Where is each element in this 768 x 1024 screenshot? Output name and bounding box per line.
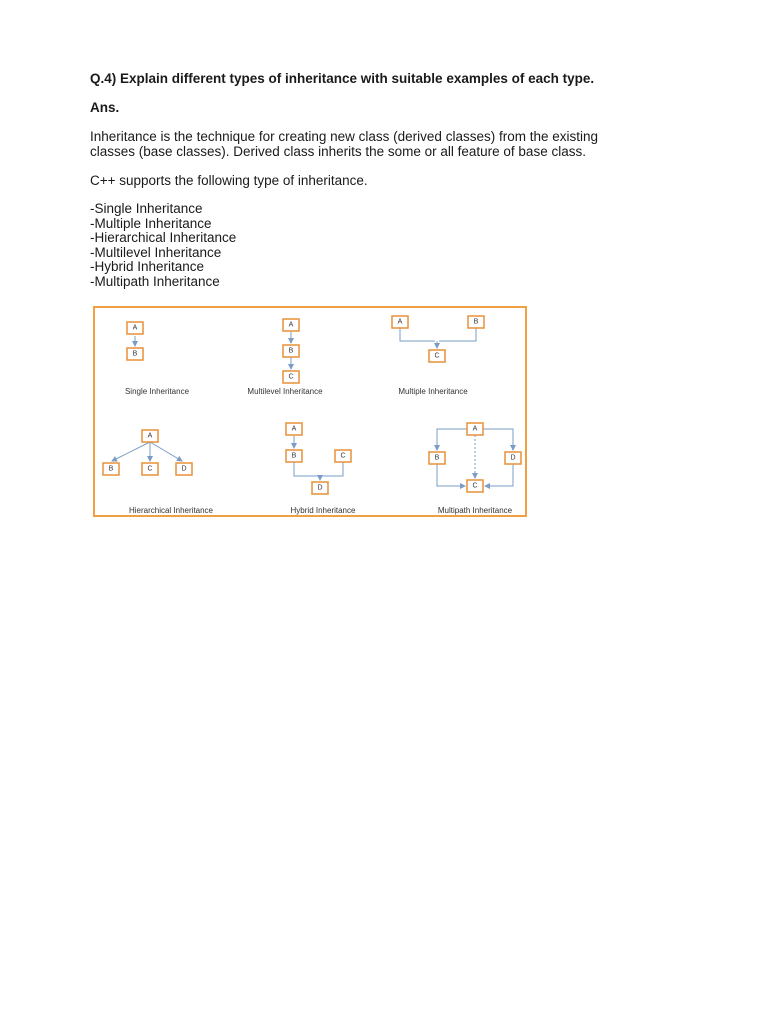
node-d	[505, 452, 521, 464]
single-inheritance-diagram	[125, 322, 190, 396]
intro-line: classes (base classes). Derived class inherits the some or all feature of base class.	[90, 144, 586, 159]
inheritance-diagram	[93, 306, 527, 517]
support-line: C++ supports the following type of inheritance.	[90, 173, 368, 188]
node-a	[142, 430, 158, 442]
question-heading: Q.4) Explain different types of inheritance with suitable examples of each type.	[90, 71, 595, 86]
svg-text:A: A	[291, 425, 297, 433]
caption-multilevel: Multilevel Inheritance	[247, 387, 323, 396]
svg-text:B: B	[434, 454, 440, 462]
svg-text:D: D	[317, 484, 323, 492]
svg-text:A: A	[132, 324, 138, 332]
multiple-inheritance-diagram	[392, 316, 484, 396]
type-item-single: -Single Inheritance	[90, 201, 203, 216]
caption-hybrid: Hybrid Inheritance	[290, 506, 356, 515]
svg-text:B: B	[108, 465, 114, 473]
svg-text:B: B	[291, 452, 297, 460]
node-a	[127, 322, 143, 334]
answer-label: Ans.	[90, 100, 120, 115]
node-d	[312, 482, 328, 494]
node-c	[429, 350, 445, 362]
node-c	[142, 463, 158, 475]
node-a	[392, 316, 408, 328]
type-item-multipath: -Multipath Inheritance	[90, 273, 220, 289]
svg-text:D: D	[181, 465, 187, 473]
svg-text:A: A	[288, 321, 294, 329]
multilevel-inheritance-diagram	[247, 319, 323, 396]
node-d	[176, 463, 192, 475]
caption-multiple: Multiple Inheritance	[398, 387, 468, 396]
node-a	[286, 423, 302, 435]
caption-single: Single Inheritance	[124, 387, 190, 396]
intro-paragraph	[90, 129, 690, 159]
inheritance-diagram-svg	[95, 308, 525, 515]
node-b	[429, 452, 445, 464]
svg-text:C: C	[434, 352, 440, 360]
svg-text:A: A	[397, 318, 403, 326]
node-b	[103, 463, 119, 475]
node-b	[283, 345, 299, 357]
svg-text:C: C	[340, 452, 346, 460]
node-c	[283, 371, 299, 383]
hierarchical-inheritance-diagram	[103, 430, 214, 515]
multipath-inheritance-diagram	[429, 423, 521, 515]
node-c	[335, 450, 351, 462]
svg-text:B: B	[288, 347, 294, 355]
inheritance-types-list	[90, 202, 236, 289]
node-a	[283, 319, 299, 331]
node-b	[468, 316, 484, 328]
type-item-hybrid: -Hybrid Inheritance	[90, 259, 205, 274]
svg-text:B: B	[132, 350, 138, 358]
node-a	[467, 423, 483, 435]
intro-line: Inheritance is the technique for creating new class (derived classes) from the existing	[90, 129, 598, 144]
hybrid-inheritance-diagram	[286, 423, 356, 515]
svg-text:A: A	[147, 432, 153, 440]
type-item-hierarchical: -Hierarchical Inheritance	[90, 230, 237, 245]
svg-text:A: A	[472, 425, 478, 433]
type-item-multiple: -Multiple Inheritance	[90, 215, 212, 231]
node-c	[467, 480, 483, 492]
svg-text:D: D	[510, 454, 516, 462]
svg-text:C: C	[288, 373, 294, 381]
type-item-multilevel: -Multilevel Inheritance	[90, 244, 222, 260]
svg-text:B: B	[473, 318, 479, 326]
caption-hierarchical: Hierarchical Inheritance	[128, 506, 214, 515]
node-b	[286, 450, 302, 462]
node-b	[127, 348, 143, 360]
svg-text:C: C	[147, 465, 153, 473]
svg-text:C: C	[472, 482, 478, 490]
caption-multipath: Multipath Inheritance	[437, 506, 513, 515]
